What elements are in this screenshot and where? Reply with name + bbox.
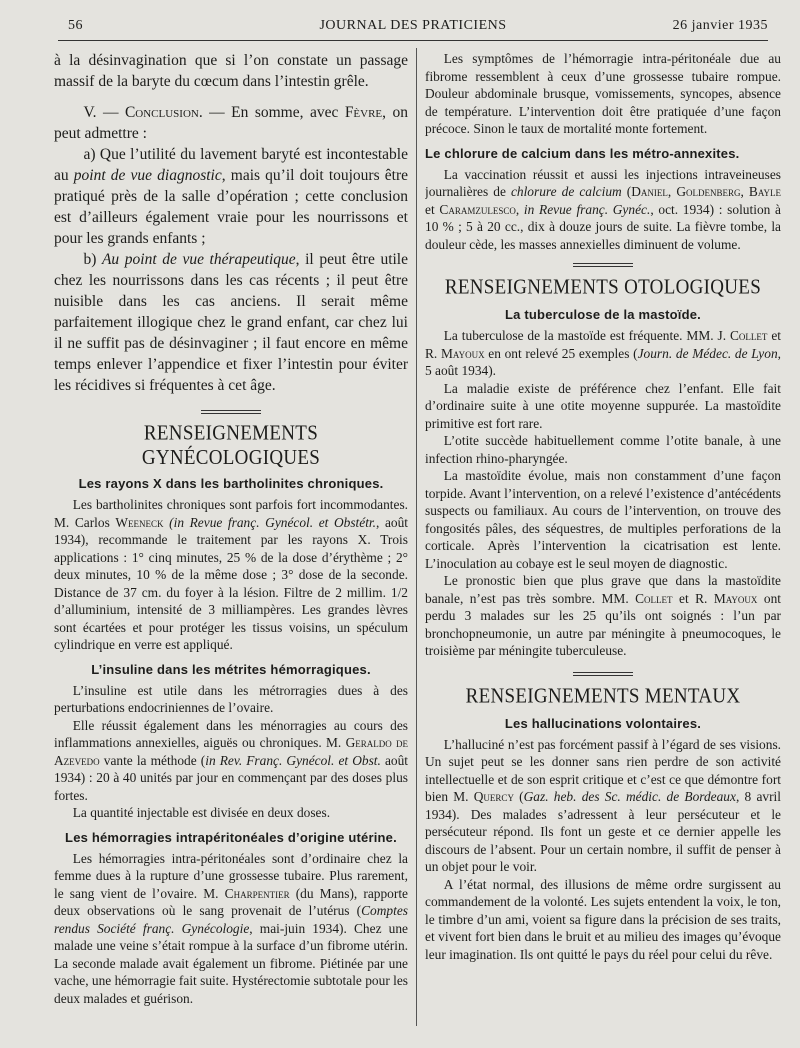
column-divider <box>416 48 417 1026</box>
paragraph: La maladie existe de préférence chez l’enfant. Elle fait d’ordinaire suite à une otite moyenne suppurée. La mastoïdite primitive est fort rare. <box>425 380 781 431</box>
text: , <box>667 184 677 199</box>
text: ( <box>513 789 524 804</box>
citation: Comptes rendus Société franç. Gynécologie <box>54 903 408 936</box>
text: ont perdu 3 malades sur les 25 qu’ils ont soignés : l’un par bronchopneumonie, un autre par méningite à pneumocoques, le troisième par méningite tuberculeuse. <box>425 590 781 658</box>
text: b) <box>83 251 102 268</box>
author-name: Bayle <box>748 184 781 199</box>
author-name: Mayoux <box>440 345 485 361</box>
text: , mais qu’il doit toujours être pratiqué près de la salle d’opération ; cette conclusion est d’ailleurs également vraie pour les nourrissons et pour les grands enfants ; <box>54 167 408 247</box>
conclusion-label: V. — Conclusion. <box>83 104 203 121</box>
text: (du Mans), rapporte deux observations où le sang provenait de l’utérus ( <box>54 885 408 918</box>
paragraph <box>425 736 781 876</box>
citation: Journ. de Médec. de Lyon <box>637 345 778 361</box>
citation: (in Revue franç. Gynécol. et Obstétr. <box>163 514 376 530</box>
paragraph: à la désinvagination que si l’on constate un passage massif de la baryte du cœcum dans l’intestin grêle. <box>54 52 408 90</box>
text: La tuberculose de la mastoïde est fréquente. MM. J. <box>443 328 730 343</box>
article-title: Le chlorure de calcium dans les métro-annexites. <box>425 145 740 161</box>
text: , 8 avril 1934). Des malades s’adressent à leur persécuteur et le persécuteur répond. Ils font un geste et ce dernier appelle les discours de l’absent. Pour un certain nombre, il suffit de penser à un objet pour le voir. <box>425 789 781 874</box>
left-column <box>54 50 408 1028</box>
author-name: Collet <box>635 590 673 606</box>
section-mental <box>425 672 781 708</box>
text: Les hémorragies intra-péritonéales sont d’ordinaire chez la femme dues à la rupture d’une grossesse tubaire. Plus rarement, le sang vient de l’ovaire. M. <box>54 850 408 901</box>
paragraph-point-b <box>54 249 408 396</box>
page-number: 56 <box>68 18 83 33</box>
section-title: RENSEIGNEMENTS OTOLOGIQUES <box>444 275 762 300</box>
text: , on peut admettre : <box>54 104 408 142</box>
emphasis: Au point de vue thérapeutique <box>101 251 296 268</box>
paragraph: La quantité injectable est divisée en deux doses. <box>72 805 331 820</box>
paragraph <box>425 327 781 380</box>
section-title: RENSEIGNEMENTS MENTAUX <box>465 684 741 708</box>
text: , oct. 1934) : solution à 10 % ; 5 à 20 cc., dix à douze jours de suite. La fièvre tombe, la douleur cède, les masses annexielles diminuent de volume. <box>425 201 781 252</box>
text: , <box>515 201 524 217</box>
section-otology <box>425 263 781 299</box>
text: , août 1934), recommande le traitement par les rayons X. Trois applications : 1° cinq minutes, 25 % de la dose d’érythème ; 2° deux minutes, 10 % de la même dose ; 3° dose de la seconde. Distance de 37 cm. du foyer à la lésion. Filtre de 2 millim. 1/2 d’alluminium, intensité de 3 milliampères. Les grandes lèvres sont écartées et pour protéger les tissus voisins, un spéculum cylindrique en verre est appliqué. <box>54 514 408 652</box>
emphasis: chlorure de calcium <box>510 184 622 199</box>
ornament-rule <box>573 672 633 676</box>
section-title: RENSEIGNEMENTS GYNÉCOLOGIQUES <box>141 421 321 470</box>
text: et <box>425 201 440 217</box>
ornament-rule <box>573 263 633 267</box>
paragraph: Les symptômes de l’hémorragie intra-péritonéale due au fibrome ressemblent à ceux d’une grossesse tubaire rompue. Douleur abdominale brusque, vomissements, syncopes, absence de température. L’intervention doit être pratiquée d’une façon précoce. Sinon le taux de mortalité monte fortement. <box>425 51 781 136</box>
author-name: Charpentier <box>224 885 290 901</box>
article-title: Les hallucinations volontaires. <box>504 715 702 731</box>
article-title: L’insuline dans les métrites hémorragiques. <box>91 661 371 677</box>
article-title: Les hémorragies intrapéritonéales d’origine utérine. <box>65 829 397 845</box>
paragraph-point-a <box>54 144 408 249</box>
paragraph: L’otite succède habituellement comme l’otite banale, à une infection rhino-pharyngée. <box>425 433 781 466</box>
author-name: Mayoux <box>713 590 758 606</box>
author-name: Fèvre <box>344 104 383 121</box>
text: La vaccination réussit et aussi les injections intraveineuses journalières de <box>425 166 781 199</box>
text: a) Que l’utilité du lavement baryté est incontestable au <box>54 146 408 184</box>
emphasis: point de vue diagnostic <box>73 167 222 184</box>
issue-date: 26 janvier 1935 <box>672 18 768 33</box>
journal-title: JOURNAL DES PRATICIENS <box>319 18 507 33</box>
article-title: La tuberculose de la mastoïde. <box>505 307 701 322</box>
text: L’halluciné n’est pas forcément passif à l’égard de ses visions. Un sujet peut se les donner sans rien perdre de son activité intellectuelle et de son esprit critique et c’est ce que démontre fort bien M. <box>425 736 781 804</box>
author-name: Weeneck <box>115 514 164 530</box>
author-name: Quercy <box>473 789 514 804</box>
text: août 1934) : 20 à 40 unités par jour en commençant par des doses plus fortes. <box>54 752 408 803</box>
text: et R. <box>672 590 714 606</box>
article-title: Les rayons X dans les bartholinites chroniques. <box>78 476 384 491</box>
text: , 5 août 1934). <box>425 345 781 378</box>
conclusion-paragraph <box>54 102 408 144</box>
text: vante la méthode ( <box>99 752 206 768</box>
author-name: Goldenberg <box>676 184 741 199</box>
paragraph <box>54 717 408 805</box>
citation: in Rev. Franç. Gynécol. et Obst. <box>205 752 381 768</box>
text: et R. <box>425 328 781 361</box>
text: Elle réussit également dans les ménorragies au cours des inflammations annexielles, aiguës ou chroniques. M. <box>54 717 408 750</box>
ornament-rule <box>201 410 261 414</box>
paragraph <box>54 496 408 654</box>
text: en ont relevé 25 exemples ( <box>484 345 638 361</box>
author-name: Daniel <box>631 184 668 199</box>
section-gynecology <box>54 410 408 468</box>
paragraph <box>425 572 781 660</box>
text: , mai-juin 1934). Chez une malade une veine s’était rompue à la surface d’un fibrome utérin. La seconde malade avait également un fibrome. Piétinée par une vache, une hémorragie fait suite. Hystérectomie subtotale pour les deux malades et guérison. <box>54 920 408 1006</box>
paragraph <box>425 166 781 254</box>
text: , il peut être utile chez les nourrissons dans les cas récents ; il peut être nuisible dans les cas anciens. Il serait même parfaitement illogique chez le grand enfant, car chez lui il ne suffit pas de désinvaginer ; il faut encore en même temps enlever l’appendice et fixer l’intestin pour éviter les récidives si fréquentes à cet âge. <box>54 251 408 394</box>
text: — En somme, avec <box>202 104 345 121</box>
text: , <box>740 184 749 199</box>
text: Le pronostic bien que plus grave que dans la mastoïdite banale, n’est pas très sombre. MM. <box>425 573 781 606</box>
author-name: Caramzulesco <box>439 201 516 217</box>
author-name: Geraldo de Azevedo <box>54 735 408 768</box>
running-header <box>58 14 768 41</box>
citation: in Revue franç. Gynéc. <box>523 201 651 217</box>
citation: Gaz. heb. des Sc. médic. de Bordeaux <box>523 789 736 804</box>
text: ( <box>621 184 632 199</box>
paragraph <box>54 850 408 1008</box>
paragraph: A l’état normal, des illusions de même ordre surgissent au commandement de la volonté. Les sujets entendent la voix, le ton, le timbre d’un ami, voient sa figure dans la précision de ses traits, et vivent fort bien dans le bruit et au milieu des images qu’évoque leur imagination. Ils ont quitté le pays du réel pour celui du rêve. <box>425 876 781 962</box>
text: Les bartholinites chroniques sont parfois fort incommodantes. M. Carlos <box>54 497 408 530</box>
paragraph: La mastoïdite évolue, mais non constamment d’une façon torpide. Avant l’intervention, on a relevé l’existence d’antécédents suspects ou familiaux. Au cours de l’intervention, on trouve des fongosités pâles, des séquestres, de multiples perforations de la corticale. Après l’intervention la cicatrisation est lente. L’inoculation au cobaye est le seul moyen de diagnostic. <box>425 468 781 571</box>
right-column <box>425 50 781 1028</box>
paragraph: L’insuline est utile dans les métrorragies dues à des perturbations endocriniennes de l’ovaire. <box>54 682 408 715</box>
author-name: Collet <box>730 328 768 343</box>
article-rayons-x <box>54 476 408 1007</box>
